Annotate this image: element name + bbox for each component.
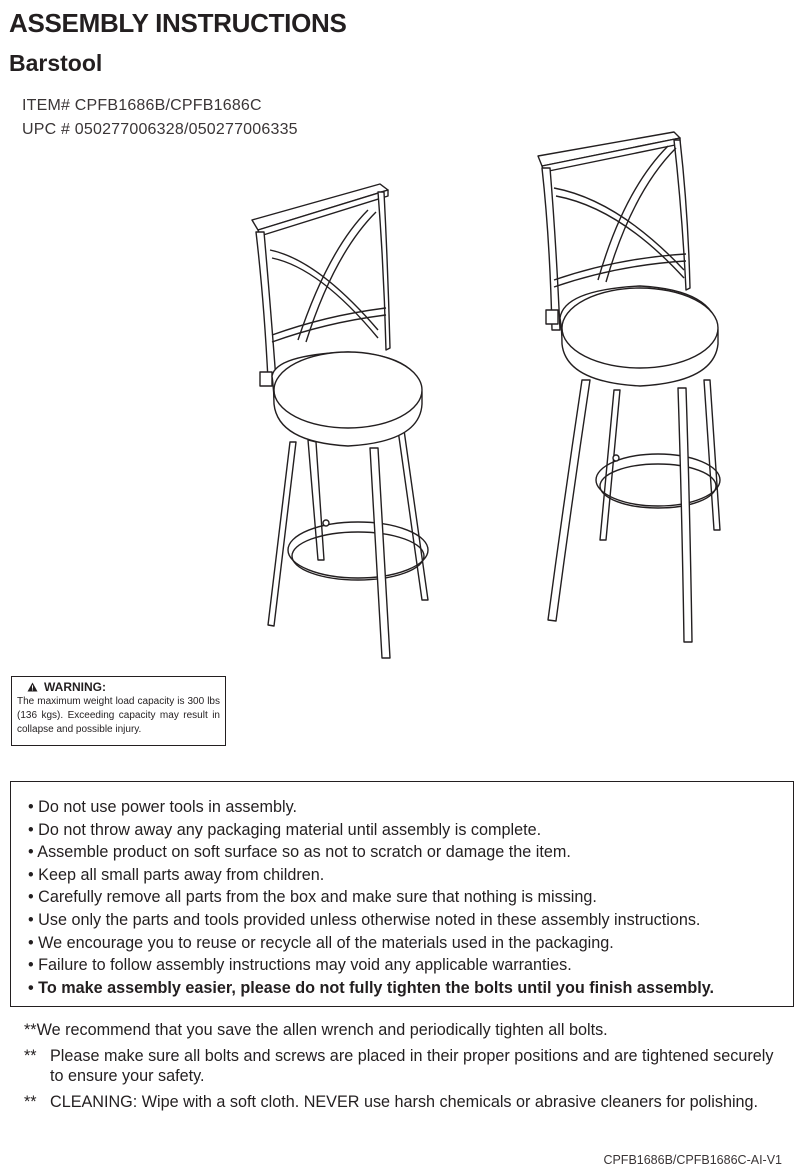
instruction-item: • Do not throw away any packaging material until assembly is complete. — [28, 820, 542, 839]
warning-text: The maximum weight load capacity is 300 lbs (136 kgs). Exceeding capacity may result in collapse and possible injury. — [17, 696, 220, 735]
instruction-item: • Failure to follow assembly instructions may void any applicable warranties. — [28, 956, 572, 975]
instruction-item: • Carefully remove all parts from the box and make sure that nothing is missing. — [28, 888, 597, 907]
instruction-item: • Use only the parts and tools provided unless otherwise noted in these assembly instructions. — [28, 910, 701, 929]
barstool-illustration-left — [238, 180, 458, 665]
note-bolts — [24, 1046, 784, 1086]
warning-heading — [27, 680, 220, 694]
note-cleaning — [24, 1092, 784, 1112]
note-marker: ** — [24, 1021, 37, 1039]
note-text: CLEANING: Wipe with a soft cloth. NEVER use harsh chemicals or abrasive cleaners for polishing. — [50, 1093, 759, 1111]
warning-heading-text: WARNING: — [44, 680, 106, 694]
barstool-illustration-right — [528, 130, 758, 650]
product-name: Barstool — [9, 50, 103, 76]
upc-number: UPC # 050277006328/050277006335 — [22, 121, 298, 138]
warning-triangle-icon — [27, 682, 38, 692]
notes-section — [24, 1020, 784, 1118]
page-title: ASSEMBLY INSTRUCTIONS — [9, 8, 347, 38]
instruction-item: • Do not use power tools in assembly. — [28, 798, 297, 816]
document-code: CPFB1686B/CPFB1686C-AI-V1 — [603, 1153, 782, 1167]
note-marker: ** — [24, 1093, 37, 1111]
instruction-item-emphasis: • To make assembly easier, please do not fully tighten the bolts until you finish assembly. — [28, 978, 715, 997]
safety-instructions-box — [10, 781, 794, 1007]
instruction-list — [28, 796, 793, 999]
note-marker: ** — [24, 1047, 37, 1065]
note-text: We recommend that you save the allen wrench and periodically tighten all bolts. — [36, 1021, 608, 1039]
note-text: Please make sure all bolts and screws are placed in their proper positions and are tightened securely to ensure your safety. — [50, 1047, 774, 1085]
weight-warning-box — [11, 676, 226, 746]
instruction-item: • Keep all small parts away from children. — [28, 865, 325, 884]
note-wrench — [24, 1020, 784, 1040]
item-number: ITEM# CPFB1686B/CPFB1686C — [22, 97, 262, 114]
instruction-item: • Assemble product on soft surface so as not to scratch or damage the item. — [28, 843, 571, 862]
instruction-item: • We encourage you to reuse or recycle all of the materials used in the packaging. — [28, 933, 614, 952]
